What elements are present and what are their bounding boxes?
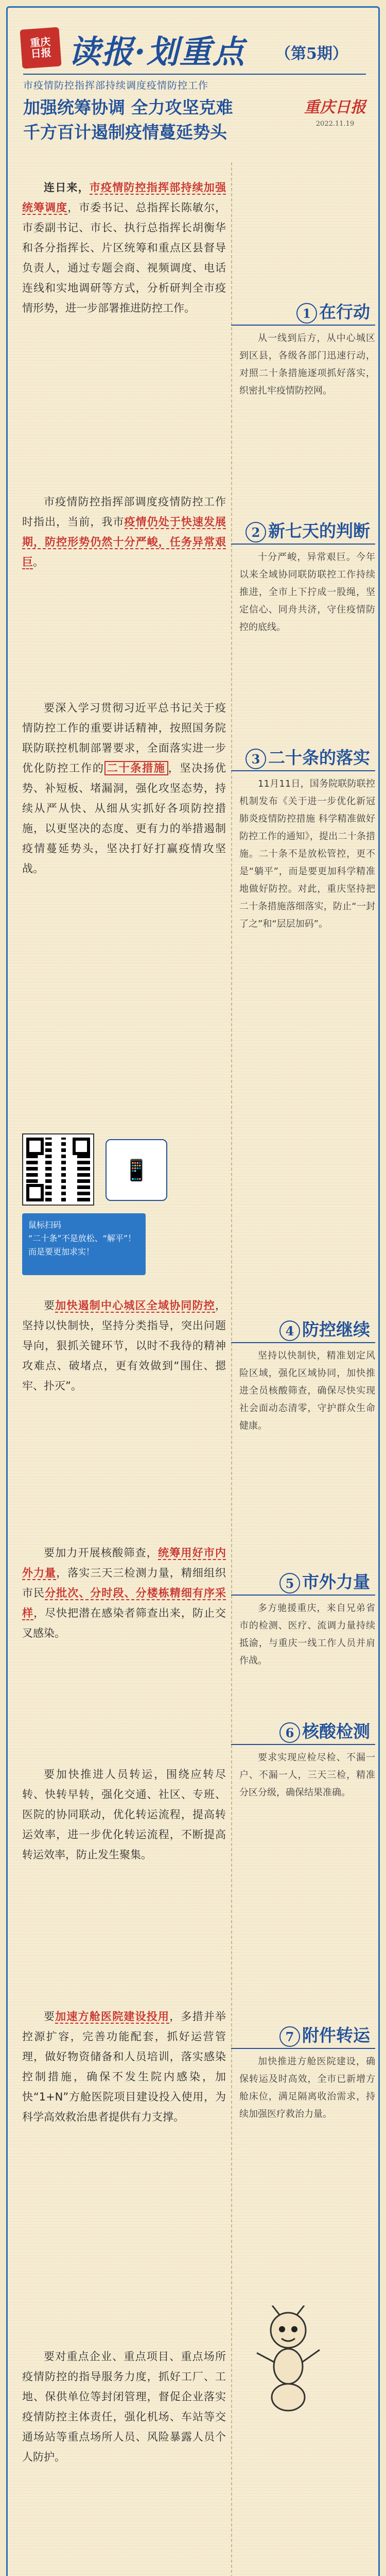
qr-corner bbox=[26, 1138, 44, 1155]
para-text: ，坚决扬优势、补短板、堵漏洞，强化攻坚态势，持续从严从快、从细从实抓好各项防控措施，以更坚决的态度、更有力的举措遏制疫情蔓延势头，坚决打好打赢疫情攻坚战。 bbox=[22, 762, 226, 875]
para-text: ，市委书记、总指挥长陈敏尔，市委副书记、市长、执行总指挥长胡衡华和各分指挥长、片区统筹和重点区县督导负责人，通过专题会商、视频调度、电话连线和实地调研等方式，分析研判全市疫情形势，进一步部署推进防控工作。 bbox=[22, 201, 226, 314]
section-number: 7 bbox=[279, 2026, 300, 2047]
qr-corner bbox=[26, 1184, 44, 1201]
para-text: ，落实三天三检测力量，精细组织市民 bbox=[22, 1567, 226, 1599]
para-highlight: 加速方舱医院建设投用 bbox=[55, 2010, 170, 2023]
headline bbox=[23, 95, 291, 145]
section-body-4: 坚持以快制快，精准划定风险区域，强化区域协同，加快推进全员核酸筛查，确保尽快实现社会面动态清零，守护群众生命健康。 bbox=[239, 1350, 375, 1431]
section-title-6 bbox=[239, 1718, 375, 1745]
paragraph-1 bbox=[22, 178, 226, 318]
paper-date: 2022.11.19 bbox=[315, 120, 355, 128]
column-divider bbox=[231, 162, 232, 2576]
paragraph-3 bbox=[22, 698, 226, 879]
section-title-5 bbox=[239, 1569, 375, 1596]
para-highlight: 加快遏制中心城区全域协同防控 bbox=[55, 1299, 216, 1312]
ant-mascot-icon bbox=[250, 2306, 327, 2414]
section-title-text: 新七天的判断 bbox=[268, 521, 370, 541]
section-body-6: 要求实现应检尽检、不漏一户、不漏一人，三天三检，精准分区分级，确保结果准确。 bbox=[239, 1752, 375, 1798]
paragraph-2 bbox=[22, 492, 226, 572]
para-highlight: 疫情仍处于快速发展期，防控形势仍然十分严峻，任务异常艰巨 bbox=[22, 516, 226, 568]
section-title-1 bbox=[239, 299, 375, 326]
paragraph-6: 要加快推进人员转运，围绕应转尽转、快转早转，强化交通、社区、专班、医院的协同联动，优化转运流程，提高转运效率，进一步优化转运流程，不断提高转运效率，防止发生聚集。 bbox=[22, 1768, 226, 1861]
section-title-text: 二十条的落实 bbox=[268, 748, 370, 768]
paragraph-7 bbox=[22, 2007, 226, 2127]
section-number: 3 bbox=[245, 749, 266, 769]
section-body-5: 多方驰援重庆，来自兄弟省市的检测、医疗、流调力量持续抵渝，与重庆一线工作人员并肩作战。 bbox=[239, 1603, 375, 1666]
section-body-2: 十分严峻，异常艰巨。今年以来全域协同联防联控工作持续推进，全市上下拧成一股绳，坚定信心、同舟共济，守住疫情防控的底线。 bbox=[239, 552, 375, 633]
section-title-4 bbox=[239, 1316, 375, 1343]
section-body-7: 加快推进方舱医院建设，确保转运及时高效，全市已新增方舱床位，满足隔离收治需求，持续加强医疗救治力量。 bbox=[239, 2056, 375, 2120]
smartphone-icon: 📱 bbox=[106, 1139, 167, 1201]
section-body-1: 从一线到后方，从中心城区到区县，各级各部门迅速行动，对照二十条措施逐项抓好落实，织密扎牢疫情防控网。 bbox=[239, 333, 375, 396]
section-title-2 bbox=[239, 518, 375, 545]
para-lead: 连日来， bbox=[44, 181, 90, 194]
para-boxed: 二十条措施 bbox=[104, 761, 168, 775]
section-title-3 bbox=[239, 744, 375, 771]
section-number: 1 bbox=[296, 303, 317, 324]
para-highlight: 统筹用好市内外力量 bbox=[22, 1547, 226, 1579]
newspaper-seal-icon: 重庆 日报 bbox=[20, 27, 61, 69]
section-title-text: 防控继续 bbox=[302, 1319, 370, 1340]
paper-logo bbox=[299, 94, 371, 128]
para-highlight: 分批次、分时段、分楼栋精细有序采样 bbox=[22, 1587, 226, 1619]
paragraph-5 bbox=[22, 1543, 226, 1643]
issue-number: （第5期） bbox=[275, 45, 348, 63]
para-text: ，多措并举控源扩容，完善功能配套，抓好运营管理，做好物资储备和人员培训，落实感染控制措施，确保不发生院内感染，加快“1+N”方舱医院项目建设投入使用，为科学高效救治患者提供有力支撑。 bbox=[22, 2010, 226, 2123]
para-text: 要深入学习贯彻习近平总书记关于疫情防控工作的重要讲话精神，按照国务院联防联控机制部署要求，全面落实进一步优化防控工作的 bbox=[22, 702, 226, 774]
qr-corner bbox=[73, 1138, 90, 1155]
para-text: ，坚持以快制快，坚持分类指导，突出问题导向，狠抓关键环节，以时不我待的精神攻难点、破堵点，更有效做到“围住、摁牢、扑灭”。 bbox=[22, 1299, 226, 1392]
section-title-7 bbox=[239, 2022, 375, 2049]
para-text: 要 bbox=[44, 2010, 56, 2023]
para-text: ，尽快把潜在感染者筛查出来，防止交叉感染。 bbox=[22, 1607, 226, 1639]
section-number: 6 bbox=[279, 1722, 300, 1743]
section-title-text: 在行动 bbox=[319, 302, 370, 322]
section-body-3: 11月11日，国务院联防联控机制发布《关于进一步优化新冠肺炎疫情防控措施 科学精准做好防控工作的通知》，提出二十条措施。二十条不是放松管控，更不是“躺平”，而是要更加科学精准地做好防控。对此，重庆坚持把二十条措施落细落实，防止“一封了之”和“层层加码”。 bbox=[239, 778, 375, 929]
headline-line-1: 加强统筹协调 全力攻坚克难 bbox=[23, 97, 233, 117]
qr-callout: 鼠标扫码 “二十条”不是放松、“解平”！ 而是要更加求实！ bbox=[22, 1213, 146, 1275]
section-number: 4 bbox=[279, 1320, 300, 1341]
para-text: 。 bbox=[33, 556, 44, 568]
paragraph-8: 要对重点企业、重点项目、重点场所疫情防控的指导服务力度，抓好工厂、工地、保供单位等封闭管理，督促企业落实疫情防控主体责任，强化机场、车站等交通场站等重点场所人员、风险暴露人员个人防护。 bbox=[22, 2350, 226, 2463]
page-title: 读报·划重点 bbox=[68, 33, 245, 71]
headline-line-2: 千方百计遏制疫情蔓延势头 bbox=[23, 122, 227, 142]
qr-code[interactable] bbox=[22, 1133, 94, 1206]
section-title-text: 核酸检测 bbox=[302, 1721, 370, 1741]
header-subtitle: 市疫情防控指挥部持续调度疫情防控工作 bbox=[23, 74, 366, 92]
page-frame bbox=[6, 6, 380, 2576]
paragraph-4 bbox=[22, 1296, 226, 1396]
para-text: 市疫情防控指挥部调度疫情防控工作时指出，当前，我市 bbox=[22, 496, 226, 528]
section-number: 5 bbox=[279, 1573, 300, 1594]
para-text: 要 bbox=[44, 1299, 56, 1312]
section-number: 2 bbox=[245, 522, 266, 543]
paper-name: 重庆日报 bbox=[304, 98, 366, 116]
para-highlight: 市疫情防控指挥部持续加强统筹调度 bbox=[22, 181, 226, 214]
section-title-text: 市外力量 bbox=[302, 1572, 370, 1592]
header bbox=[8, 8, 378, 183]
section-title-text: 附件转运 bbox=[302, 2025, 370, 2045]
para-text: 要加力开展核酸筛查， bbox=[44, 1547, 158, 1559]
